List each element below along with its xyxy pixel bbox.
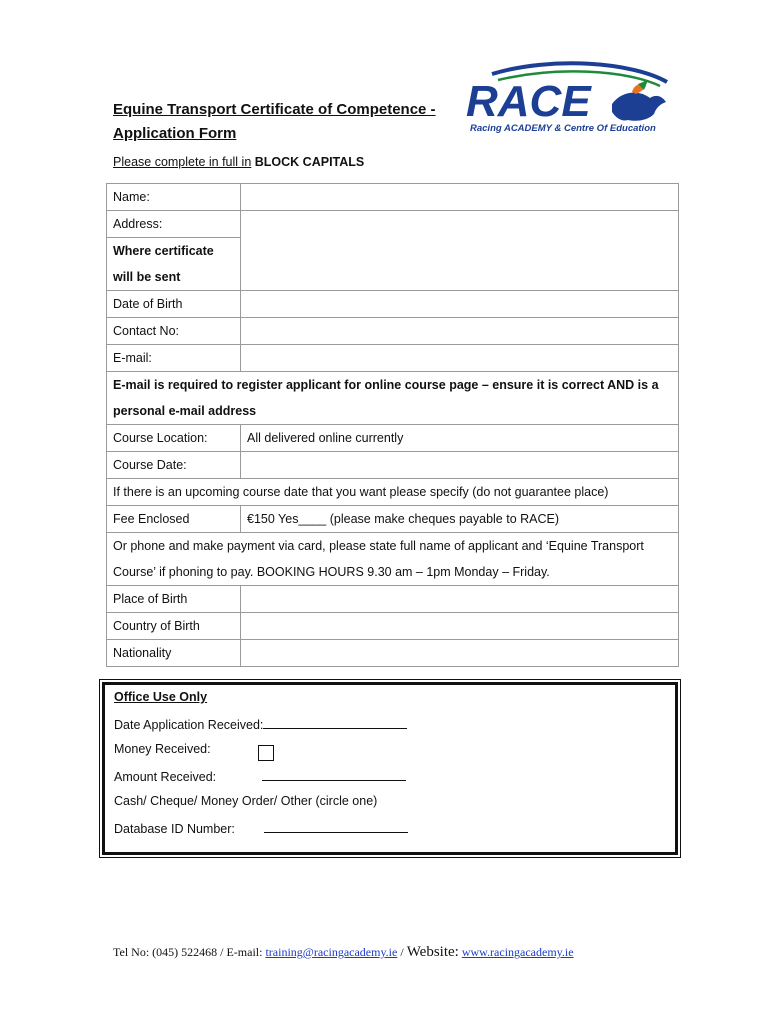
phone-note-line-1: Or phone and make payment via card, please state full name of applicant and ‘Equine Transport	[113, 539, 644, 553]
database-id-row	[114, 820, 408, 836]
email-input[interactable]	[241, 345, 679, 372]
email-note-line-1: E-mail is required to register applicant for online course page – ensure it is correct AND is a	[113, 378, 659, 392]
row-location	[107, 425, 679, 452]
office-use-box	[102, 682, 678, 855]
payment-method-label: Cash/ Cheque/ Money Order/ Other (circle one)	[114, 794, 378, 808]
cob-input[interactable]	[241, 613, 679, 640]
contact-input[interactable]	[241, 318, 679, 345]
course-date-input[interactable]	[241, 452, 679, 479]
instructions	[113, 155, 364, 169]
fee-value[interactable]: €150 Yes____ (please make cheques payable to RACE)	[241, 506, 679, 533]
footer-separator: /	[397, 945, 404, 959]
instructions-emphasis: BLOCK CAPITALS	[254, 155, 365, 169]
database-id-label: Database ID Number:	[114, 822, 235, 836]
name-label: Name:	[107, 184, 241, 211]
race-logo-graphic	[462, 60, 672, 140]
money-received-checkbox[interactable]	[258, 745, 274, 761]
phone-note-line-2: Course’ if phoning to pay. BOOKING HOURS 9.30 am – 1pm Monday – Friday.	[113, 565, 550, 579]
location-label: Course Location:	[107, 425, 241, 452]
amount-received-field[interactable]	[262, 768, 406, 781]
phone-note	[107, 533, 679, 586]
row-email-note	[107, 372, 679, 425]
footer-website-link[interactable]: www.racingacademy.ie	[461, 945, 574, 959]
amount-received-label: Amount Received:	[114, 770, 217, 784]
email-note	[107, 372, 679, 425]
course-date-label: Course Date:	[107, 452, 241, 479]
race-logo	[462, 60, 672, 140]
row-email	[107, 345, 679, 372]
instructions-prefix: Please complete in full in	[113, 155, 252, 169]
row-address-1	[107, 211, 679, 238]
logo-wordmark: RACE	[466, 77, 591, 126]
row-pob	[107, 586, 679, 613]
row-name	[107, 184, 679, 211]
row-nationality	[107, 640, 679, 667]
date-received-field[interactable]	[263, 716, 407, 729]
where-cert-line-1: Where certificate	[107, 238, 241, 265]
location-value: All delivered online currently	[241, 425, 679, 452]
footer-email-link[interactable]: training@racingacademy.ie	[265, 945, 398, 959]
upcoming-note: If there is an upcoming course date that you want please specify (do not guarantee place)	[107, 479, 679, 506]
nationality-label: Nationality	[107, 640, 241, 667]
date-received-label: Date Application Received:	[114, 718, 264, 732]
application-table	[106, 183, 679, 667]
footer	[113, 944, 574, 961]
logo-tagline: Racing ACADEMY & Centre Of Education	[470, 123, 656, 134]
row-upcoming-note	[107, 479, 679, 506]
database-id-field[interactable]	[264, 820, 408, 833]
amount-received-row	[114, 768, 406, 784]
row-phone-note	[107, 533, 679, 586]
name-input[interactable]	[241, 184, 679, 211]
money-received-label: Money Received:	[114, 742, 211, 756]
date-received-row	[114, 716, 407, 732]
pob-label: Place of Birth	[107, 586, 241, 613]
address-input[interactable]	[241, 211, 679, 291]
email-label: E-mail:	[107, 345, 241, 372]
row-dob	[107, 291, 679, 318]
row-fee	[107, 506, 679, 533]
dob-input[interactable]	[241, 291, 679, 318]
title-line-2: Application Form	[113, 125, 237, 142]
row-course-date	[107, 452, 679, 479]
nationality-input[interactable]	[241, 640, 679, 667]
contact-label: Contact No:	[107, 318, 241, 345]
dob-label: Date of Birth	[107, 291, 241, 318]
office-heading: Office Use Only	[114, 690, 208, 704]
where-cert-line-2: will be sent	[107, 264, 241, 291]
title-line-1: Equine Transport Certificate of Competence -	[113, 101, 436, 118]
cob-label: Country of Birth	[107, 613, 241, 640]
footer-website-label: Website:	[406, 944, 459, 960]
fee-label: Fee Enclosed	[107, 506, 241, 533]
form-title	[113, 98, 473, 146]
row-contact	[107, 318, 679, 345]
email-note-line-2: personal e-mail address	[113, 404, 257, 418]
address-label: Address:	[107, 211, 241, 238]
pob-input[interactable]	[241, 586, 679, 613]
footer-tel: Tel No: (045) 522468 / E-mail:	[113, 945, 263, 959]
row-cob	[107, 613, 679, 640]
